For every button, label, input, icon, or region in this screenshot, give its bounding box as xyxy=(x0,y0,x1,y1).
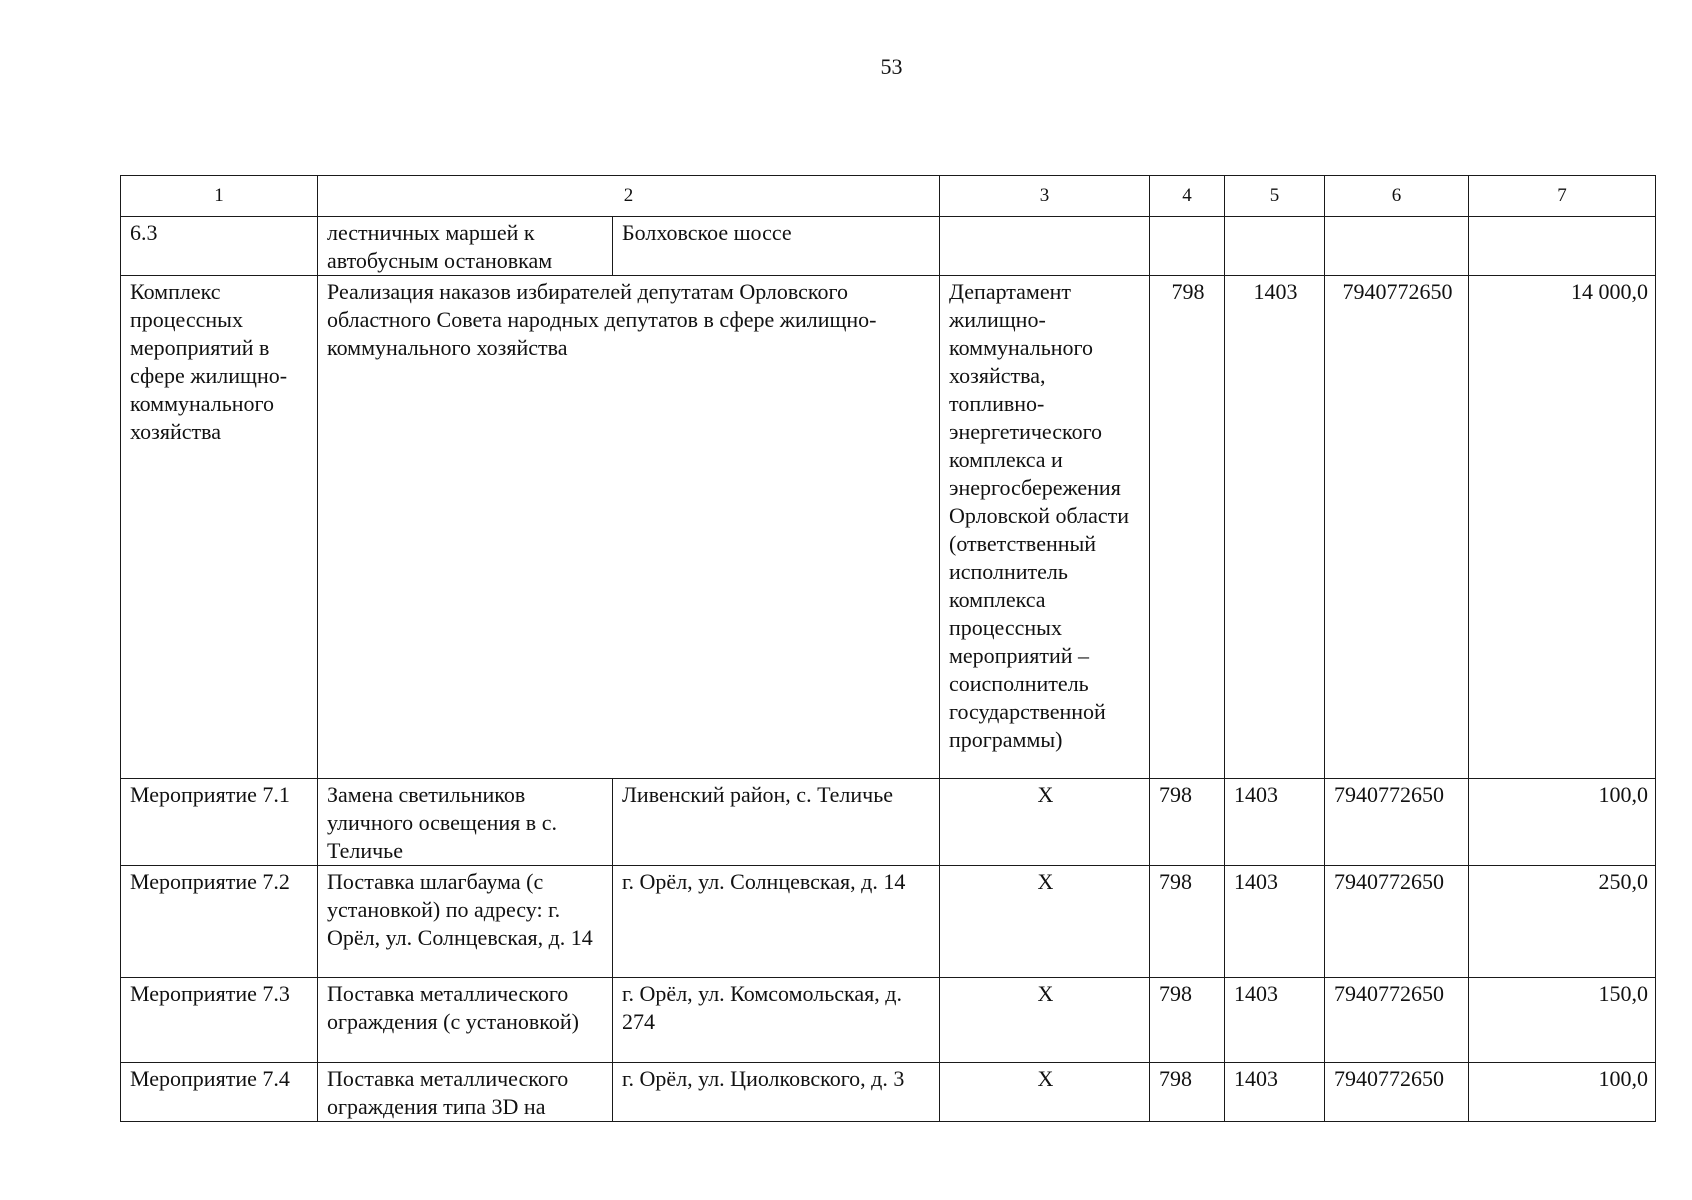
code-cell xyxy=(1150,217,1225,276)
target-article-cell: 7940772650 xyxy=(1325,1063,1469,1122)
table-row xyxy=(121,779,1656,866)
code-cell: 798 xyxy=(1150,276,1225,779)
code-cell: 798 xyxy=(1150,1063,1225,1122)
target-article-cell: 7940772650 xyxy=(1325,779,1469,866)
amount-cell: 250,0 xyxy=(1469,866,1656,978)
measure-name-cell: Поставка металлического ограждения (с установкой) xyxy=(318,978,613,1063)
address-cell: Ливенский район, с. Теличье xyxy=(613,779,940,866)
target-article-cell: 7940772650 xyxy=(1325,276,1469,779)
address-cell: г. Орёл, ул. Комсомольская, д. 274 xyxy=(613,978,940,1063)
table-row xyxy=(121,217,1656,276)
header-cell: 2 xyxy=(318,176,940,217)
table-row xyxy=(121,978,1656,1063)
code-cell: 798 xyxy=(1150,866,1225,978)
amount-cell: 150,0 xyxy=(1469,978,1656,1063)
executor-cell: Х xyxy=(940,978,1150,1063)
header-cell: 7 xyxy=(1469,176,1656,217)
row-number-cell: Комплекс процессных мероприятий в сфере жилищно-коммунального хозяйства xyxy=(121,276,318,779)
section-cell: 1403 xyxy=(1225,779,1325,866)
table-row xyxy=(121,866,1656,978)
executor-cell: Х xyxy=(940,866,1150,978)
measure-name-cell: Поставка шлагбаума (с установкой) по адресу: г. Орёл, ул. Солнцевская, д. 14 xyxy=(318,866,613,978)
code-cell: 798 xyxy=(1150,978,1225,1063)
address-cell: Болховское шоссе xyxy=(613,217,940,276)
section-cell: 1403 xyxy=(1225,1063,1325,1122)
executor-cell: Департамент жилищно-коммунального хозяйства, топливно-энергетического комплекса и энергосбережения Орловской области (ответственный исполнитель комплекса процессных мероприятий – соисполнитель государственной программы) xyxy=(940,276,1150,779)
target-article-cell xyxy=(1325,217,1469,276)
header-cell: 5 xyxy=(1225,176,1325,217)
header-cell: 4 xyxy=(1150,176,1225,217)
address-cell: г. Орёл, ул. Солнцевская, д. 14 xyxy=(613,866,940,978)
row-number-cell: Мероприятие 7.3 xyxy=(121,978,318,1063)
header-row xyxy=(121,176,1656,217)
table-row xyxy=(121,1063,1656,1122)
measure-name-cell: Замена светильников уличного освещения в с. Теличье xyxy=(318,779,613,866)
measure-name-cell: Реализация наказов избирателей депутатам Орловского областного Совета народных депутатов в сфере жилищно-коммунального хозяйства xyxy=(318,276,940,779)
executor-cell: Х xyxy=(940,1063,1150,1122)
executor-cell: Х xyxy=(940,779,1150,866)
amount-cell: 14 000,0 xyxy=(1469,276,1656,779)
section-cell: 1403 xyxy=(1225,978,1325,1063)
header-cell: 3 xyxy=(940,176,1150,217)
header-cell: 1 xyxy=(121,176,318,217)
page-number: 53 xyxy=(880,54,903,79)
measure-name-cell: лестничных маршей к автобусным остановкам xyxy=(318,217,613,276)
section-cell: 1403 xyxy=(1225,276,1325,779)
header-cell: 6 xyxy=(1325,176,1469,217)
amount-cell: 100,0 xyxy=(1469,779,1656,866)
row-number-cell: Мероприятие 7.4 xyxy=(121,1063,318,1122)
row-number-cell: Мероприятие 7.2 xyxy=(121,866,318,978)
amount-cell xyxy=(1469,217,1656,276)
measure-name-cell: Поставка металлического ограждения типа 3D на xyxy=(318,1063,613,1122)
row-number-cell: Мероприятие 7.1 xyxy=(121,779,318,866)
budget-table xyxy=(120,175,1656,1122)
section-cell xyxy=(1225,217,1325,276)
address-cell: г. Орёл, ул. Циолковского, д. 3 xyxy=(613,1063,940,1122)
amount-cell: 100,0 xyxy=(1469,1063,1656,1122)
table-row xyxy=(121,276,1656,779)
section-cell: 1403 xyxy=(1225,866,1325,978)
code-cell: 798 xyxy=(1150,779,1225,866)
target-article-cell: 7940772650 xyxy=(1325,978,1469,1063)
executor-cell xyxy=(940,217,1150,276)
target-article-cell: 7940772650 xyxy=(1325,866,1469,978)
row-number-cell: 6.3 xyxy=(121,217,318,276)
